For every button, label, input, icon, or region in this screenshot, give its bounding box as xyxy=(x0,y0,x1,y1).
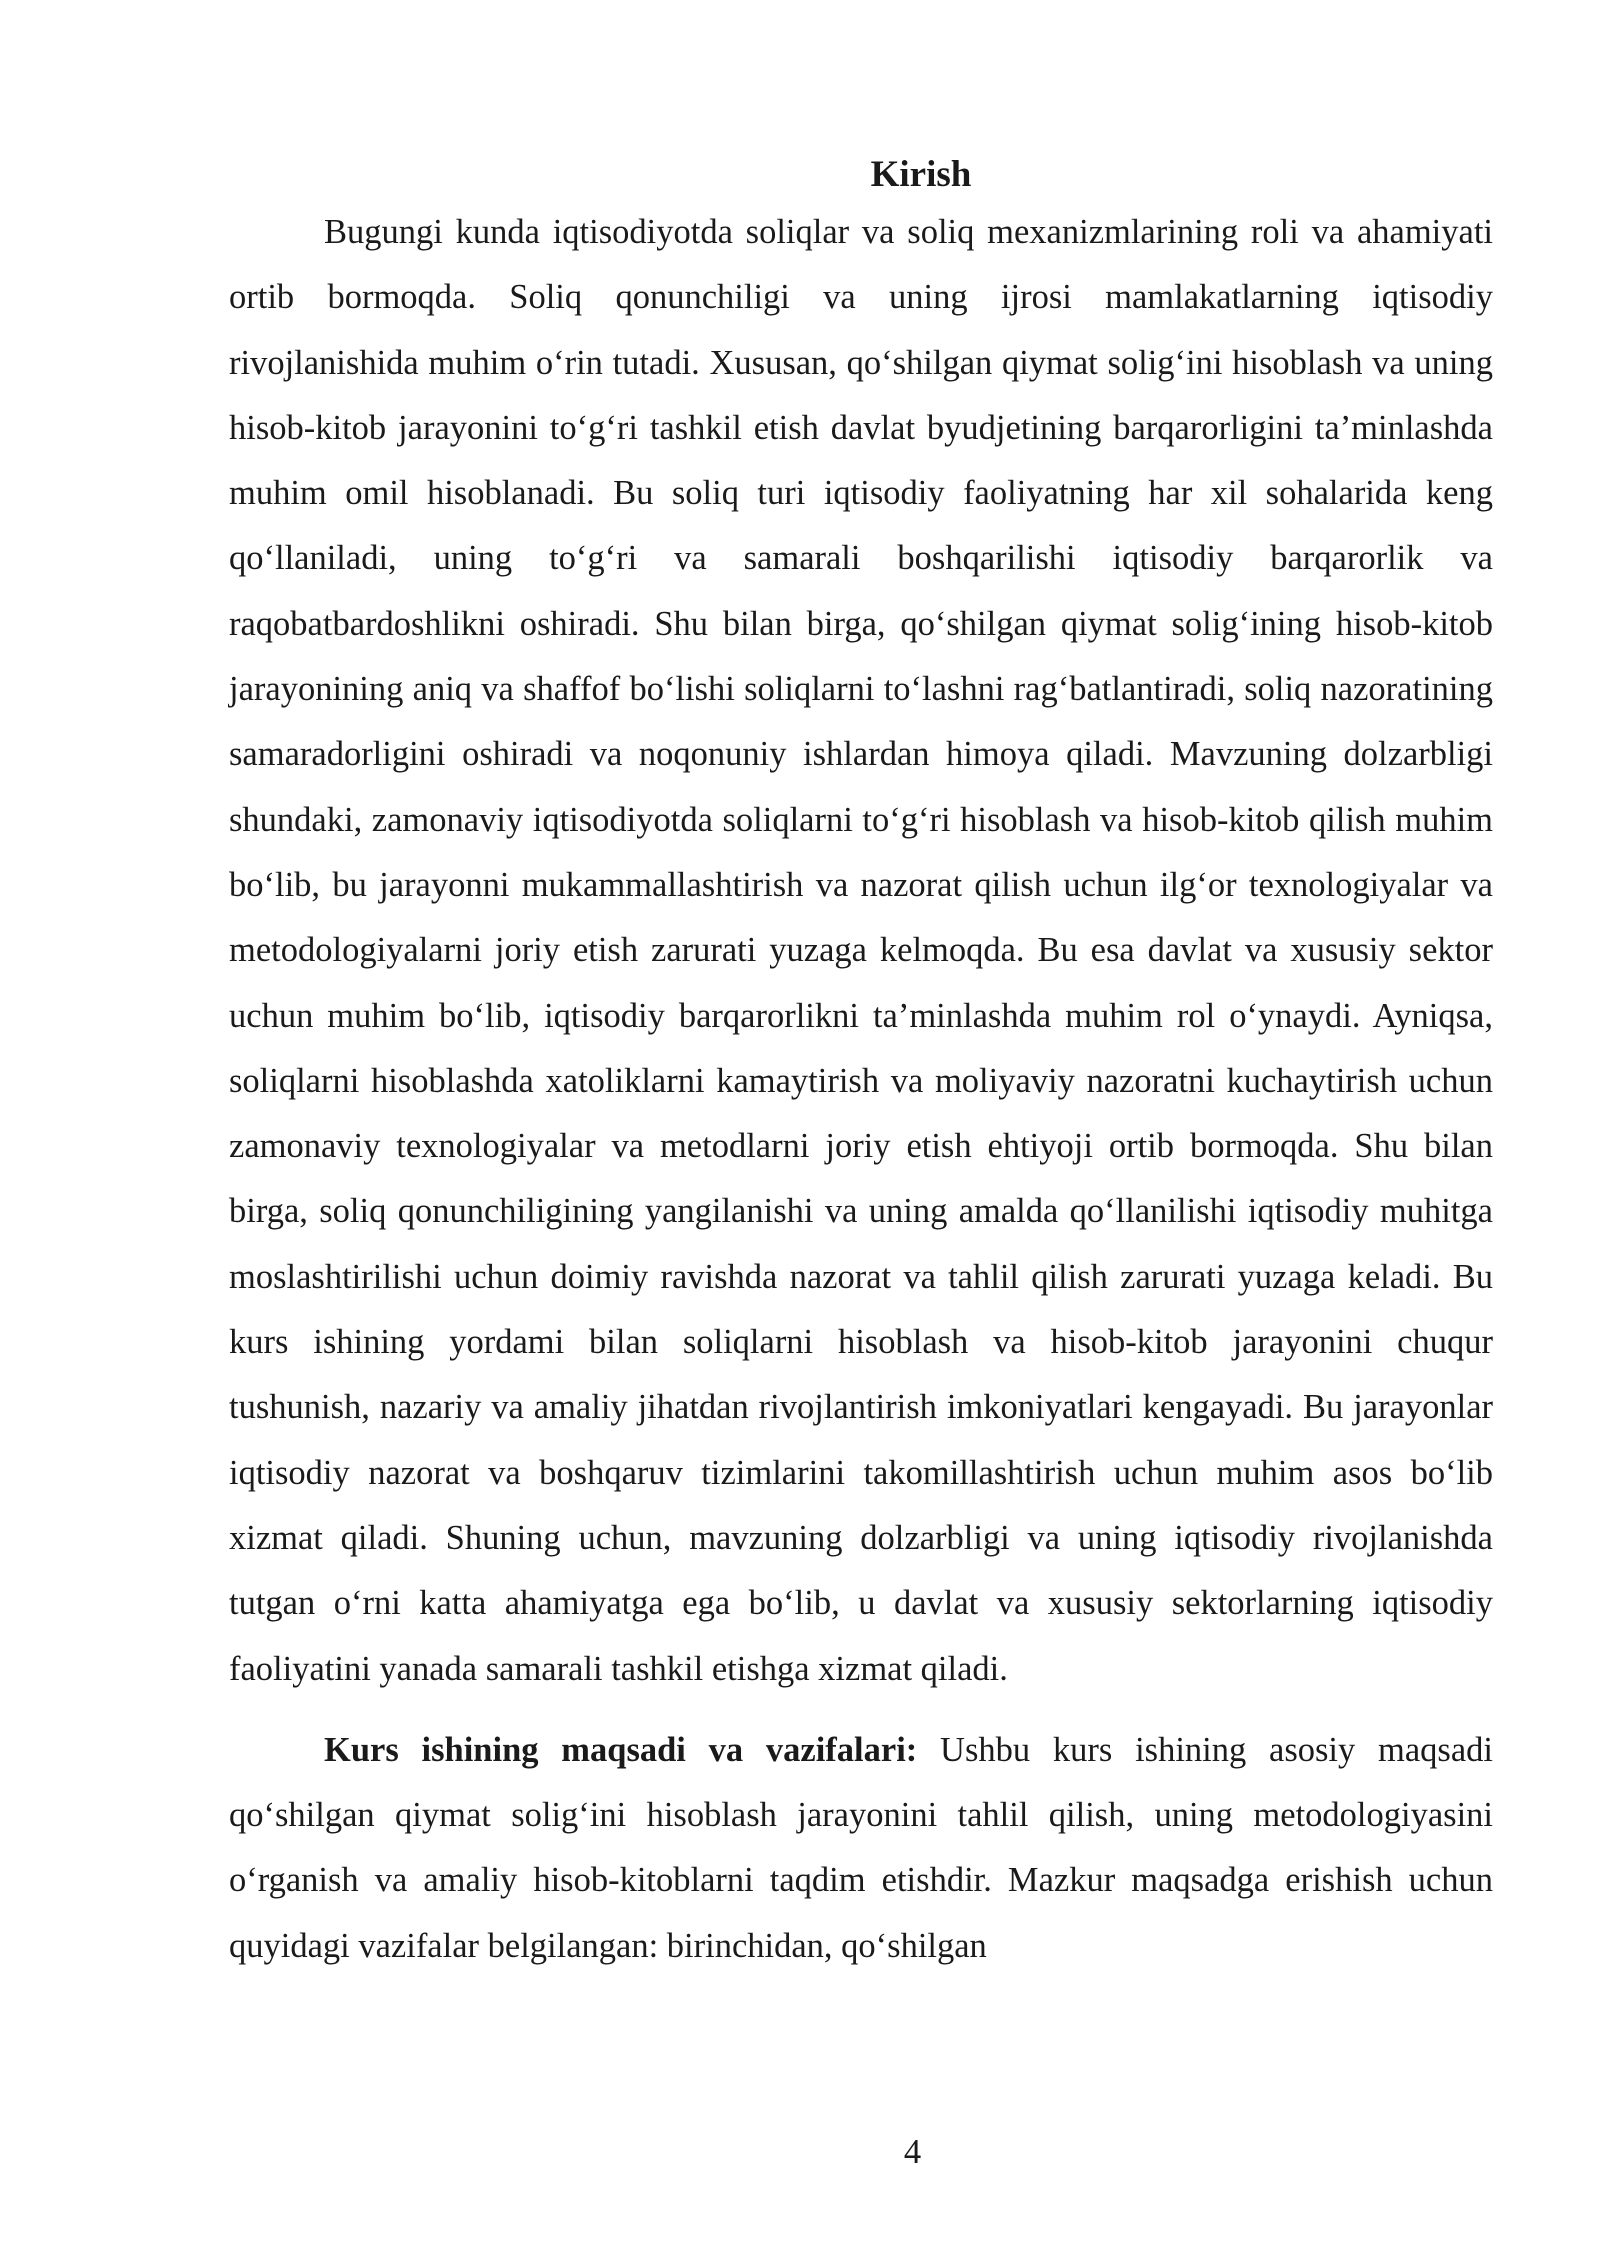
goals-paragraph xyxy=(229,1718,1493,1979)
goals-body-text: Ushbu kurs ishining asosiy maqsadi qo‘shilgan qiymat solig‘ini hisoblash jarayonini tahlil qilish, uning metodologiyasini o‘rganish va amaliy hisob-kitoblarni taqdim etishdir. Mazkur maqsadga erishish uchun quyidagi vazifalar belgilangan: birinchidan, qo‘shilgan xyxy=(229,1730,1493,1965)
page-body xyxy=(229,150,1493,1979)
intro-paragraph: Bugungi kunda iqtisodiyotda soliqlar va soliq mexanizmlarining roli va ahamiyati ortib bormoqda. Soliq qonunchiligi va uning ijrosi mamlakatlarning iqtisodiy rivojlanishida muhim o‘rin tutadi. Xususan, qo‘shilgan qiymat solig‘ini hisoblash va uning hisob-kitob jarayonini to‘g‘ri tashkil etish davlat byudjetining barqarorligini ta’minlashda muhim omil hisoblanadi. Bu soliq turi iqtisodiy faoliyatning har xil sohalarida keng qo‘llaniladi, uning to‘g‘ri va samarali boshqarilishi iqtisodiy barqarorlik va raqobatbardoshlikni oshiradi. Shu bilan birga, qo‘shilgan qiymat solig‘ining hisob-kitob jarayonining aniq va shaffof bo‘lishi soliqlarni to‘lashni rag‘batlantiradi, soliq nazoratining samaradorligini oshiradi va noqonuniy ishlardan himoya qiladi. Mavzuning dolzarbligi shundaki, zamonaviy iqtisodiyotda soliqlarni to‘g‘ri hisoblash va hisob-kitob qilish muhim bo‘lib, bu jarayonni mukammallashtirish va nazorat qilish uchun ilg‘or texnologiyalar va metodologiyalarni joriy etish zarurati yuzaga kelmoqda. Bu esa davlat va xususiy sektor uchun muhim bo‘lib, iqtisodiy barqarorlikni ta’minlashda muhim rol o‘ynaydi. Ayniqsa, soliqlarni hisoblashda xatoliklarni kamaytirish va moliyaviy nazoratni kuchaytirish uchun zamonaviy texnologiyalar va metodlarni joriy etish ehtiyoji ortib bormoqda. Shu bilan birga, soliq qonunchiligining yangilanishi va uning amalda qo‘llanilishi iqtisodiy muhitga moslashtirilishi uchun doimiy ravishda nazorat va tahlil qilish zarurati yuzaga keladi. Bu kurs ishining yordami bilan soliqlarni hisoblash va hisob-kitob jarayonini chuqur tushunish, nazariy va amaliy jihatdan rivojlantirish imkoniyatlari kengayadi. Bu jarayonlar iqtisodiy nazorat va boshqaruv tizimlarini takomillashtirish uchun muhim asos bo‘lib xizmat qiladi. Shuning uchun, mavzuning dolzarbligi va uning iqtisodiy rivojlanishda tutgan o‘rni katta ahamiyatga ega bo‘lib, u davlat va xususiy sektorlarning iqtisodiy faoliyatini yanada samarali tashkil etishga xizmat qiladi. xyxy=(229,213,1493,1688)
goals-lead-text: Kurs ishining maqsadi va vazifalari: xyxy=(324,1730,918,1769)
page-number: 4 xyxy=(903,2133,922,2171)
section-heading: Kirish xyxy=(870,154,972,195)
